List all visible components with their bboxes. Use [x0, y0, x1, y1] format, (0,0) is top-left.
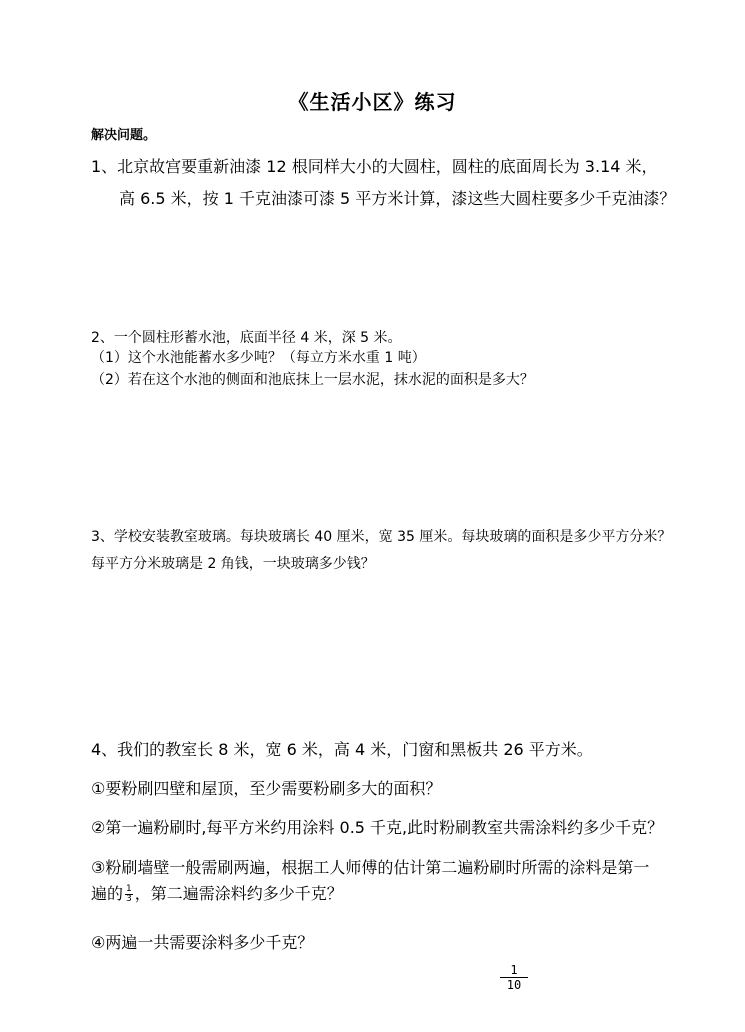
section-heading: 解决问题。: [91, 128, 157, 143]
fraction-denominator: 3: [126, 894, 132, 904]
question-1-line-2: 高 6.5 米，按 1 千克油漆可漆 5 平方米计算，漆这些大圆柱要多少千克油漆？: [119, 189, 676, 208]
fraction-one-third: [125, 885, 133, 904]
question-4-line-1: 4、我们的教室长 8 米，宽 6 米，高 4 米，门窗和黑板共 26 平方米。: [91, 740, 593, 759]
question-4-item-3-continued: [91, 881, 343, 904]
question-3-line-2: 每平方分米玻璃是 2 角钱，一块玻璃多少钱？: [91, 556, 375, 572]
question-4-item-3: ③粉刷墙壁一般需刷两遍，根据工人师傅的估计第二遍粉刷时所需的涂料是第一: [91, 858, 650, 877]
question-1-line-1: 1、北京故宫要重新油漆 12 根同样大小的大圆柱，圆柱的底面周长为 3.14 米，: [91, 157, 658, 176]
question-3-line-1: 3、学校安装教室玻璃。每块玻璃长 40 厘米，宽 35 厘米。每块玻璃的面积是多少平方分米？: [91, 529, 672, 545]
question-2-part-2: （2）若在这个水池的侧面和池底抹上一层水泥，抹水泥的面积是多大？: [91, 372, 534, 388]
question-4-item-1: ①要粉刷四壁和屋顶，至少需要粉刷多大的面积？: [91, 779, 442, 798]
question-4-item-2: ②第一遍粉刷时,每平方米约用涂料 0.5 千克,此时粉刷教室共需涂料约多少千克？: [91, 818, 664, 837]
question-2-part-1: （1）这个水池能蓄水多少吨？（每立方米水重 1 吨）: [91, 350, 426, 366]
question-2-line-1: 2、一个圆柱形蓄水池，底面半径 4 米，深 5 米。: [91, 330, 402, 346]
page-number-total: 10: [506, 978, 522, 992]
question-4-line-5-suffix: ，第二遍需涂料约多少千克？: [134, 884, 343, 903]
page-number-current: 1: [500, 963, 528, 978]
question-4-item-4: ④两遍一共需要涂料多少千克？: [91, 933, 314, 952]
page-title: 《生活小区》练习: [288, 90, 457, 114]
question-4-line-5-prefix: 遍的: [91, 884, 124, 903]
page-number: [500, 963, 528, 992]
fraction-numerator: 1: [126, 884, 132, 894]
